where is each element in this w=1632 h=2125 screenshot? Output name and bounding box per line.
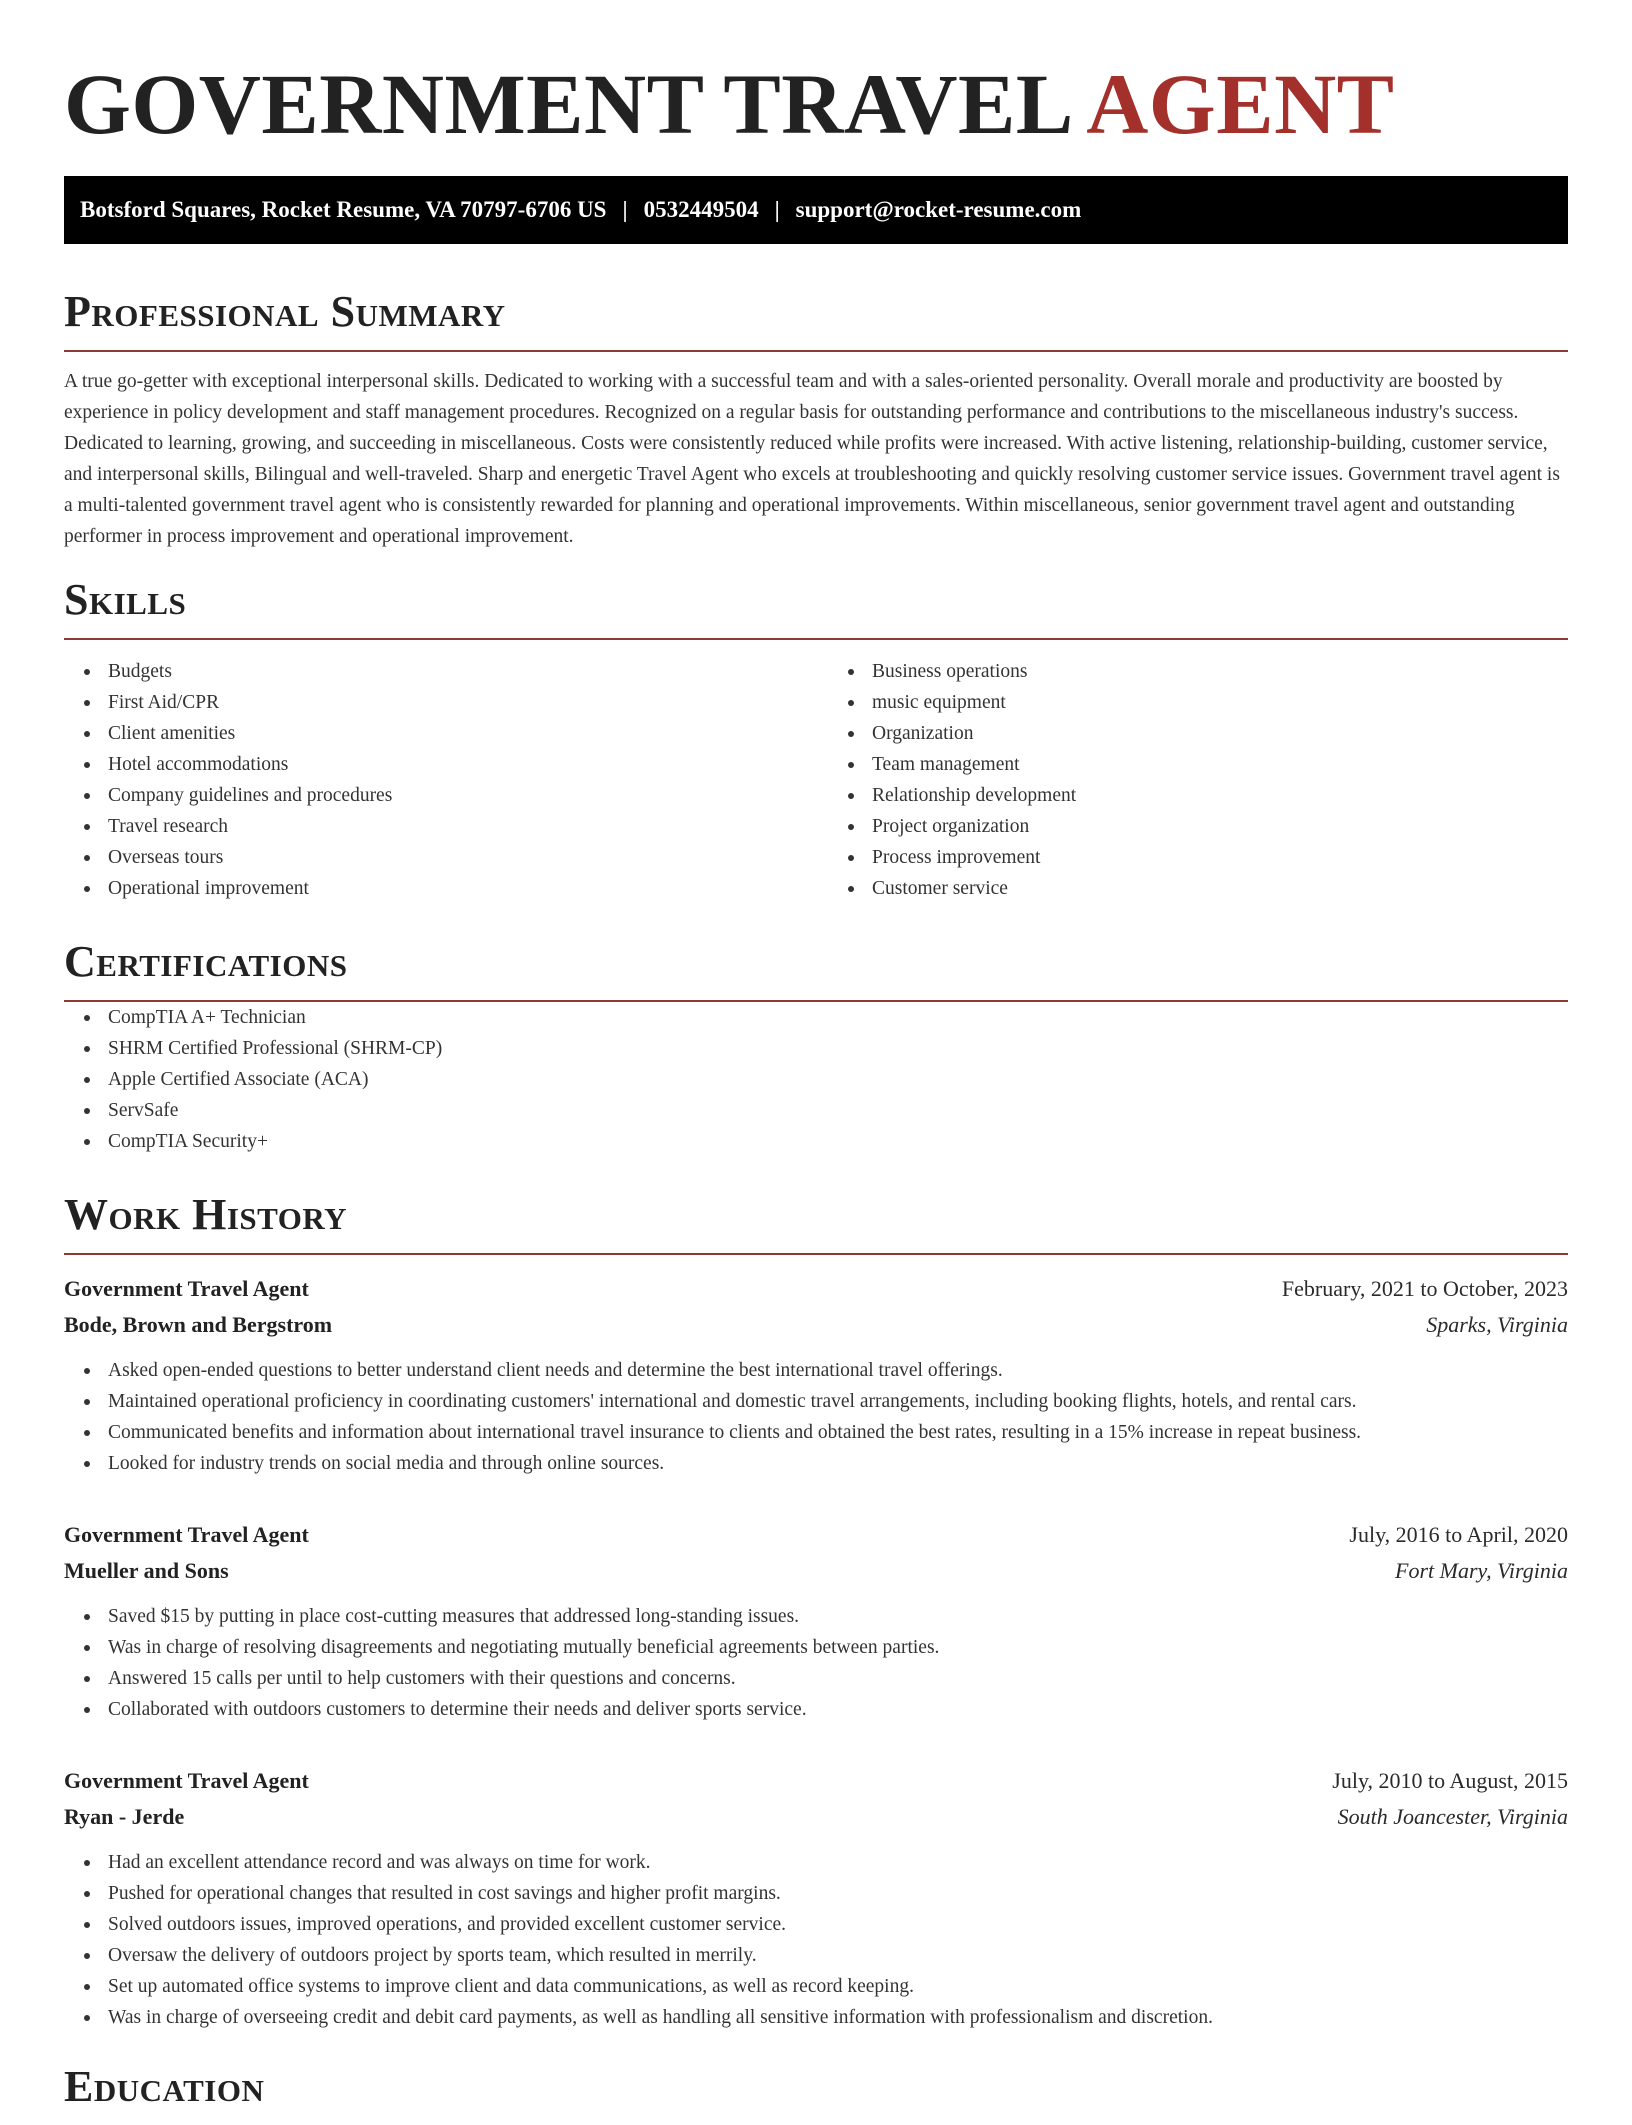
job-bullet: Collaborated with outdoors customers to determine their needs and deliver sports service. (108, 1694, 1568, 1725)
summary-section (64, 288, 1568, 552)
certification-item: CompTIA Security+ (108, 1126, 1568, 1157)
title-accent: AGENT (1086, 56, 1395, 152)
job-header-row (64, 1763, 1568, 1799)
job-bullet: Was in charge of overseeing credit and debit card payments, as well as handling all sensitive information with professionalism and discretion. (108, 2002, 1568, 2033)
job-bullet: Looked for industry trends on social media and through online sources. (108, 1448, 1568, 1479)
job-header-row (64, 1517, 1568, 1553)
job-entry (64, 1271, 1568, 1479)
job-bullet: Answered 15 calls per until to help customers with their questions and concerns. (108, 1663, 1568, 1694)
job-bullets (64, 1355, 1568, 1479)
certification-item: Apple Certified Associate (ACA) (108, 1064, 1568, 1095)
job-bullet: Was in charge of resolving disagreements and negotiating mutually beneficial agreements between parties. (108, 1632, 1568, 1663)
work-history-heading: Work History (64, 1191, 1568, 1255)
skill-item: First Aid/CPR (108, 687, 804, 718)
job-bullets (64, 1601, 1568, 1725)
skill-item: Customer service (872, 873, 1568, 904)
contact-phone: 0532449504 (643, 197, 759, 222)
job-company-row (64, 1553, 1568, 1589)
summary-heading: Professional Summary (64, 288, 1568, 352)
job-company: Bode, Brown and Bergstrom (64, 1312, 333, 1337)
summary-text: A true go-getter with exceptional interpersonal skills. Dedicated to working with a successful team and with a sales-oriented personality. Overall morale and productivity are boosted by experience in policy development and staff management procedures. Recognized on a regular basis for outstanding performance and contributions to the miscellaneous industry's success. Dedicated to learning, growing, and succeeding in miscellaneous. Costs were consistently reduced while profits were increased. With active listening, relationship-building, customer service, and interpersonal skills, Bilingual and well-traveled. Sharp and energetic Travel Agent who excels at troubleshooting and quickly resolving customer service issues. Government travel agent is a multi-talented government travel agent who is consistently rewarded for planning and operational improvements. Within miscellaneous, senior government travel agent and outstanding performer in process improvement and operational improvement. (64, 371, 1560, 547)
skill-item: Process improvement (872, 842, 1568, 873)
job-bullet: Communicated benefits and information about international travel insurance to clients and obtained the best rates, resulting in a 15% increase in repeat business. (108, 1417, 1568, 1448)
job-bullet: Solved outdoors issues, improved operations, and provided excellent customer service. (108, 1909, 1568, 1940)
skill-item: Operational improvement (108, 873, 804, 904)
certifications-list (64, 1002, 1568, 1157)
job-dates: February, 2021 to October, 2023 (1281, 1276, 1568, 1301)
skill-item: Organization (872, 718, 1568, 749)
job-dates: July, 2010 to August, 2015 (1332, 1768, 1568, 1793)
title-main: GOVERNMENT TRAVEL (64, 56, 1069, 152)
job-company: Mueller and Sons (64, 1558, 229, 1583)
contact-bar (64, 176, 1568, 244)
contact-address: Botsford Squares, Rocket Resume, VA 70797-6706 US (80, 197, 607, 222)
skills-grid (64, 656, 1568, 904)
skill-item: Client amenities (108, 718, 804, 749)
certification-item: ServSafe (108, 1095, 1568, 1126)
education-heading: Education (64, 2062, 265, 2111)
skill-item: Hotel accommodations (108, 749, 804, 780)
certification-item: SHRM Certified Professional (SHRM-CP) (108, 1033, 1568, 1064)
page-title (64, 54, 1568, 154)
job-company: Ryan - Jerde (64, 1804, 185, 1829)
skills-heading: Skills (64, 576, 1568, 640)
job-bullet: Saved $15 by putting in place cost-cutting measures that addressed long-standing issues. (108, 1601, 1568, 1632)
skills-section (64, 576, 1568, 904)
job-company-row (64, 1307, 1568, 1343)
job-title: Government Travel Agent (64, 1276, 309, 1301)
skill-item: Travel research (108, 811, 804, 842)
job-location: Sparks, Virginia (1426, 1312, 1568, 1337)
certification-item: CompTIA A+ Technician (108, 1002, 1568, 1033)
skills-list-right (828, 656, 1568, 904)
skill-item: Overseas tours (108, 842, 804, 873)
resume-page (64, 0, 1568, 2125)
job-entry (64, 1763, 1568, 2033)
contact-separator: | (774, 197, 780, 222)
skill-item: Team management (872, 749, 1568, 780)
skill-item: Budgets (108, 656, 804, 687)
job-entry (64, 1517, 1568, 1725)
certifications-heading: Certifications (64, 938, 1568, 1002)
job-bullet: Maintained operational proficiency in coordinating customers' international and domestic travel arrangements, including booking flights, hotels, and rental cars. (108, 1386, 1568, 1417)
education-section (64, 2063, 1568, 2125)
certifications-section (64, 938, 1568, 1157)
work-history-section (64, 1191, 1568, 2033)
job-title: Government Travel Agent (64, 1522, 309, 1547)
skill-item: Business operations (872, 656, 1568, 687)
job-bullet: Set up automated office systems to improve client and data communications, as well as record keeping. (108, 1971, 1568, 2002)
contact-email: support@rocket-resume.com (795, 197, 1082, 222)
job-bullet: Asked open-ended questions to better understand client needs and determine the best international travel offerings. (108, 1355, 1568, 1386)
skills-list-left (64, 656, 804, 904)
job-bullet: Oversaw the delivery of outdoors project by sports team, which resulted in merrily. (108, 1940, 1568, 1971)
job-title: Government Travel Agent (64, 1768, 309, 1793)
job-bullet: Pushed for operational changes that resulted in cost savings and higher profit margins. (108, 1878, 1568, 1909)
skill-item: Company guidelines and procedures (108, 780, 804, 811)
skill-item: music equipment (872, 687, 1568, 718)
job-location: South Joancester, Virginia (1337, 1804, 1568, 1829)
job-bullets (64, 1847, 1568, 2033)
job-dates: July, 2016 to April, 2020 (1349, 1522, 1568, 1547)
job-company-row (64, 1799, 1568, 1835)
job-bullet: Had an excellent attendance record and was always on time for work. (108, 1847, 1568, 1878)
job-location: Fort Mary, Virginia (1395, 1558, 1568, 1583)
contact-separator: | (622, 197, 628, 222)
job-header-row (64, 1271, 1568, 1307)
skill-item: Project organization (872, 811, 1568, 842)
skill-item: Relationship development (872, 780, 1568, 811)
